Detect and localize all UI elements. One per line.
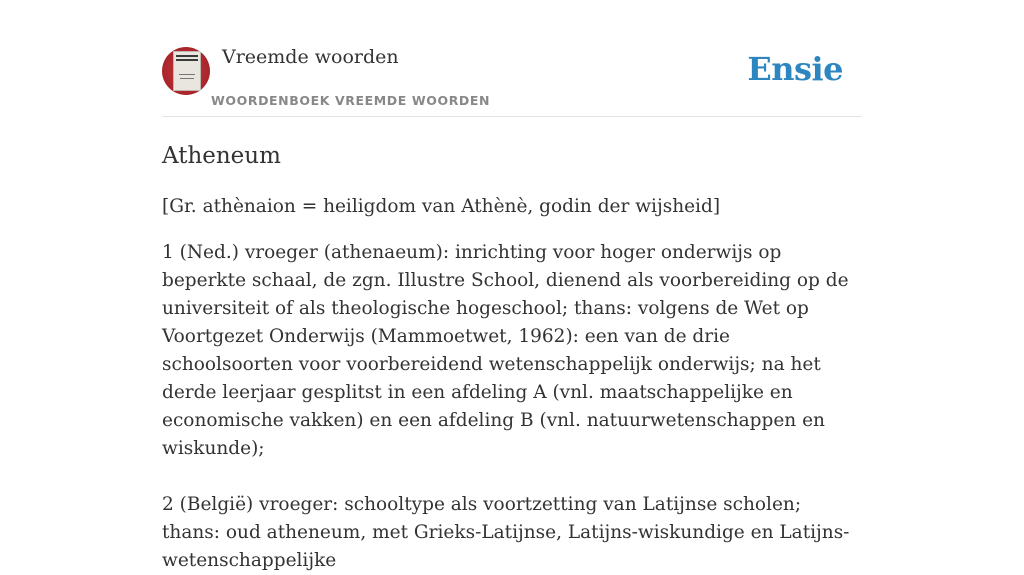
book-page — [173, 51, 201, 91]
ensie-logo-link[interactable]: Ensie — [747, 50, 843, 88]
site-title[interactable]: Vreemde woorden — [222, 46, 399, 68]
entry-definition-2: 2 (België) vroeger: schooltype als voortzetting van Latijnse scholen; thans: oud atheneum, met Grieks-Latijnse, Latijns-wiskundige en Latijns-wetenschappelijke — [162, 494, 850, 571]
entry-definition-1: 1 (Ned.) vroeger (athenaeum): inrichting voor hoger onderwijs op beperkte schaal, de zgn. Illustre School, dienend als voorbereiding op de universiteit of als theologische hogeschool; thans: volgens de Wet op Voortgezet Onderwijs (Mammoetwet, 1962): een van de drie schoolsoorten voor voorbereidend wetenschappelijk onderwijs; na het derde leerjaar gesplitst in een afdeling A (vnl. maatschappelijke en economische vakken) en een afdeling B (vnl. natuurwetenschappen en wiskunde); — [162, 242, 849, 459]
page-container — [162, 0, 862, 575]
entry-etymology: [Gr. athènaion = heiligdom van Athènè, godin der wijsheid] — [162, 196, 721, 217]
book-cover-icon[interactable] — [162, 47, 210, 95]
site-header — [162, 0, 862, 117]
entry-title: Atheneum — [162, 143, 281, 169]
site-subtitle: WOORDENBOEK VREEMDE WOORDEN — [211, 93, 491, 108]
